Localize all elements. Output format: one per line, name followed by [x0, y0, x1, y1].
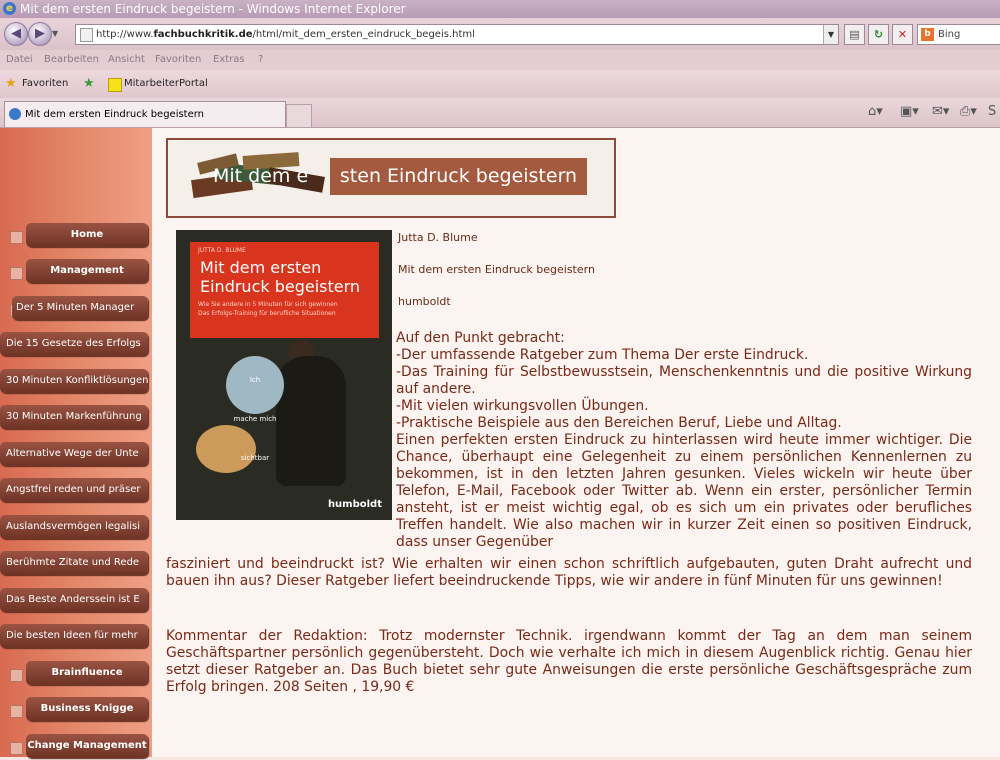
- menu-bar: [0, 50, 1000, 70]
- sidebar-item-label[interactable]: Auslandsvermögen legalisi: [0, 515, 148, 539]
- article-bullet: -Praktische Beispiele aus den Bereichen Beruf, Liebe und Alltag.: [396, 415, 842, 431]
- favorites-button[interactable]: Favoriten: [22, 78, 69, 89]
- sidebar-item-label[interactable]: Der 5 Minuten Manager: [12, 296, 148, 320]
- sidebar-item-beste-anderssein[interactable]: [0, 588, 152, 614]
- banner-title: sten Eindruck begeistern: [330, 158, 587, 195]
- menu-datei[interactable]: Datei: [6, 54, 33, 65]
- history-dropdown-icon[interactable]: ▼: [52, 29, 59, 38]
- print-icon[interactable]: ⎙▾: [960, 104, 977, 119]
- sidebar-item-15-gesetze[interactable]: [0, 332, 152, 358]
- portal-icon: [108, 78, 122, 92]
- sidebar-item-auslandsvermoegen[interactable]: [0, 515, 152, 541]
- sidebar-item-konfliktloesungen[interactable]: [0, 369, 152, 395]
- menu-extras[interactable]: Extras: [213, 54, 245, 65]
- bing-icon: b: [921, 28, 934, 41]
- sidebar-item-label[interactable]: 30 Minuten Markenführung: [0, 405, 148, 429]
- menu-ansicht[interactable]: Ansicht: [108, 54, 145, 65]
- cover-figure: [276, 356, 346, 486]
- article-bullet: -Der umfassende Ratgeber zum Thema Der erste Eindruck.: [396, 347, 809, 363]
- article-text: [396, 330, 972, 551]
- favorites-bar: [0, 70, 1000, 98]
- article-bullet: -Das Training für Selbstbewusstsein, Menschenkenntnis und die positive Wirkung auf andere.: [396, 364, 972, 397]
- stop-button[interactable]: ✕: [892, 24, 913, 45]
- forward-button[interactable]: ▶: [28, 22, 52, 46]
- nav-bullet: [10, 705, 23, 718]
- article-body: Einen perfekten ersten Eindruck zu hinterlassen wird heute immer wichtiger. Die Chance, überhaupt eine Gelegenheit zu einem persönlichen Kennenlernen zu bekommen, ist in den letzten Jahren gesunken. Vieles wickeln wir heute über Telefon, E-Mail, Facebook oder Twitter ab. Wenn ein erster, persönlicher Termin ansteht, ist er meist wichtig egal, ob es sich um ein privates oder berufliches Treffen handelt. Wie also machen wir in kurzer Zeit einen so positiven Eindruck, dass unser Gegenüber: [396, 432, 972, 550]
- tab-page-icon: [9, 108, 21, 120]
- sidebar-item-angstfrei-reden[interactable]: [0, 478, 152, 504]
- home-icon[interactable]: ⌂▾: [868, 104, 883, 119]
- refresh-button[interactable]: ↻: [868, 24, 889, 45]
- article-bullet: -Mit vielen wirkungsvollen Übungen.: [396, 398, 649, 414]
- book-author: Jutta D. Blume: [398, 231, 478, 244]
- page-viewport: [0, 128, 1000, 757]
- sidebar-item-label[interactable]: Home: [26, 223, 148, 247]
- tab-label: Mit dem ersten Eindruck begeistern: [25, 109, 205, 120]
- cover-author: JUTTA D. BLUME: [198, 247, 246, 254]
- cover-subtitle: Wie Sie andere in 5 Minuten für sich gewinnen Das Erfolgs-Training für berufliche Situationen: [198, 301, 338, 317]
- add-favorite-icon[interactable]: ★: [83, 76, 95, 91]
- sidebar-item-besten-ideen[interactable]: [0, 624, 152, 650]
- page-banner: [166, 138, 616, 218]
- new-tab-button[interactable]: [286, 104, 312, 127]
- sidebar-item-label[interactable]: Change Management: [26, 734, 148, 758]
- sidebar-item-management[interactable]: [0, 259, 152, 285]
- editorial-comment: Kommentar der Redaktion: Trotz modernster Technik. irgendwann kommt der Tag an dem man seinem Geschäftspartner persönlich gegenübersteht. Doch wie verhalte ich mich in diesem Augenblick richtig. Genau hier setzt dieser Ratgeber an. Das Buch bietet sehr gute Anweisungen die erste persönliche Geschäftsgespräche zum Erfolg bringen. 208 Seiten , 19,90 €: [166, 628, 972, 695]
- tab-active[interactable]: [4, 101, 286, 127]
- sidebar-item-home[interactable]: [0, 223, 152, 249]
- sidebar-item-label[interactable]: Die besten Ideen für mehr: [0, 624, 148, 648]
- sidebar-item-label[interactable]: Berühmte Zitate und Rede: [0, 551, 148, 575]
- window-titlebar: [0, 0, 1000, 18]
- sidebar-item-label[interactable]: Management: [26, 259, 148, 283]
- nav-bullet: [10, 231, 23, 244]
- banner-title-left: Mit dem e: [213, 165, 309, 187]
- cover-badge: Ich mache mich sichtbar: [226, 356, 284, 414]
- sidebar-item-label[interactable]: Brainfluence: [26, 661, 148, 685]
- address-bar[interactable]: [75, 24, 839, 45]
- back-button[interactable]: ◀: [4, 22, 28, 46]
- cover-publisher-logo: humboldt: [327, 499, 382, 510]
- article-intro: Auf den Punkt gebracht:: [396, 330, 565, 346]
- favorites-star-icon[interactable]: ★: [5, 76, 17, 91]
- sidebar-item-markenfuehrung[interactable]: [0, 405, 152, 431]
- book-publisher: humboldt: [398, 295, 451, 308]
- nav-bullet: [10, 669, 23, 682]
- cover-title-panel: [190, 242, 379, 338]
- sidebar-item-label[interactable]: Die 15 Gesetze des Erfolgs: [0, 332, 148, 356]
- sidebar-item-label[interactable]: Angstfrei reden und präser: [0, 478, 148, 502]
- feeds-icon[interactable]: ▣▾: [900, 104, 919, 119]
- book-title: Mit dem ersten Eindruck begeistern: [398, 263, 595, 276]
- page-menu-icon[interactable]: S: [988, 104, 997, 119]
- compatibility-view-button[interactable]: ▤: [844, 24, 865, 45]
- sidebar-item-label[interactable]: Business Knigge: [26, 697, 148, 721]
- sidebar: [0, 128, 152, 757]
- address-dropdown-icon[interactable]: ▼: [823, 25, 838, 44]
- portal-link[interactable]: MitarbeiterPortal: [124, 78, 208, 89]
- sidebar-item-change-management[interactable]: [0, 734, 152, 760]
- menu-favoriten[interactable]: Favoriten: [155, 54, 202, 65]
- window-title: Mit dem ersten Eindruck begeistern - Windows Internet Explorer: [20, 2, 406, 16]
- sidebar-item-5-minuten-manager[interactable]: [0, 296, 152, 322]
- tab-row: [0, 98, 1000, 128]
- address-url: http://www.fachbuchkritik.de/html/mit_dem_ersten_eindruck_begeis.html: [96, 29, 475, 40]
- sidebar-item-brainfluence[interactable]: [0, 661, 152, 687]
- mail-icon[interactable]: ✉▾: [932, 104, 950, 119]
- sidebar-item-label[interactable]: 30 Minuten Konfliktlösungen: [0, 369, 148, 393]
- menu-bearbeiten[interactable]: Bearbeiten: [44, 54, 99, 65]
- menu-help[interactable]: ?: [258, 54, 264, 65]
- page-icon: [80, 28, 93, 42]
- nav-bullet: [10, 742, 23, 755]
- sidebar-item-beruehmte-zitate[interactable]: [0, 551, 152, 577]
- book-cover-image: [176, 230, 392, 520]
- address-row: [0, 18, 1000, 50]
- article-continuation: fasziniert und beeindruckt ist? Wie erhalten wir einen schon schriftlich aufgebauten, guten Draht aufrecht und bauen ihn aus? Dieser Ratgeber liefert beeindruckende Tipps, wie wir andere in fünf Minuten für uns gewinnen!: [166, 556, 972, 589]
- sidebar-item-label[interactable]: Alternative Wege der Unte: [0, 442, 148, 466]
- nav-bullet: [10, 267, 23, 280]
- sidebar-item-business-knigge[interactable]: [0, 697, 152, 723]
- search-input[interactable]: Bing: [938, 29, 961, 40]
- sidebar-item-alternative-wege[interactable]: [0, 442, 152, 468]
- ie-logo-icon: e: [3, 2, 16, 15]
- sidebar-item-label[interactable]: Das Beste Anderssein ist E: [0, 588, 148, 612]
- search-box[interactable]: [917, 24, 1000, 45]
- cover-title: Mit dem ersten Eindruck begeistern: [200, 258, 361, 296]
